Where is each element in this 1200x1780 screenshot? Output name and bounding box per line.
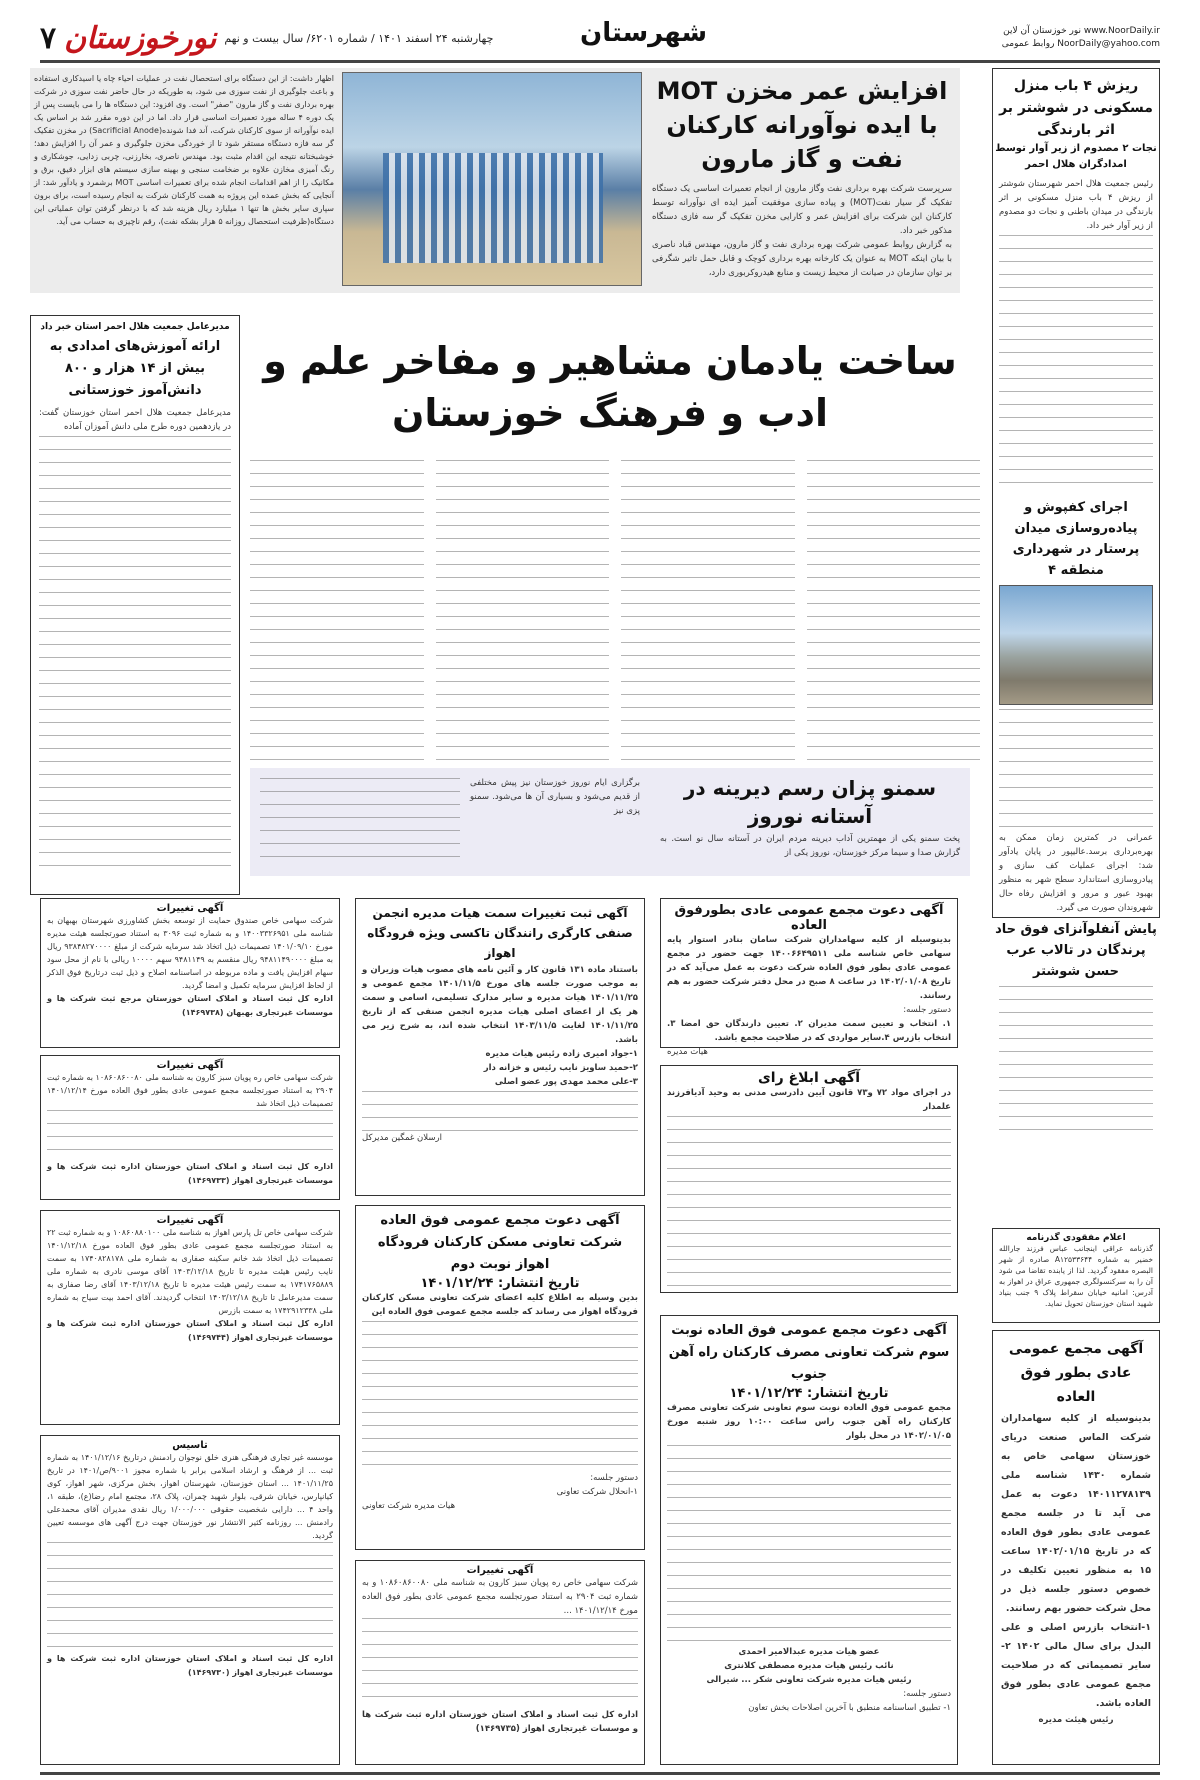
red-crescent-text-lines — [39, 436, 231, 876]
ad-verdict — [660, 1065, 958, 1293]
shushtar-body: رئیس جمعیت هلال احمر شهرستان شوشتر از ریزش ۴ باب منزل مسکونی بر اثر بارندگی در میدان باطنی و نجات دو مصدوم از زیر آوار خبر داد. — [999, 179, 1153, 231]
ad-rail-text-lines — [667, 1445, 951, 1645]
ad-change-4-signature: اداره کل ثبت اسناد و املاک استان خوزستان اداره ثبت شرکت ها و موسسات غیرتجاری اهواز (۱۴۶۹۷۳۵) — [362, 1710, 638, 1734]
ad-change-2-signature: اداره کل ثبت اسناد و املاک استان خوزستان اداره ثبت شرکت ها و موسسات غیرتجاری اهواز (۱۴۶۹۷۳۳) — [47, 1162, 333, 1185]
ad-taxi-member-1: ۱-جواد امیری زاده رئیس هیات مدیره — [485, 1049, 638, 1059]
ad-founding-signature: اداره کل ثبت اسناد و املاک استان خوزستان اداره ثبت شرکت ها و موسسات غیرتجاری اهواز (۱۴۶۹۷۳۰) — [47, 1654, 333, 1677]
newspaper-logo: نورخوزستان — [64, 20, 217, 56]
ad-change-4-body: شرکت سهامی خاص ره پویان سبز کارون به شناسه ملی ۱۰۸۶۰۸۶۰۰۸۰ و به شماره ثبت ۲۹۰۴ به استناد صورتجلسه مجمع عمومی عادی بطور فوق العاده مورخ ۱۴۰۱/۱۲/۱۴ ... — [362, 1578, 638, 1616]
ad-rail-agenda-label: دستور جلسه: — [903, 1689, 951, 1699]
right-column-box — [992, 68, 1160, 979]
masthead-brand — [40, 21, 493, 56]
ad-founding-text-lines — [47, 1542, 333, 1652]
ad-housing-title: آگهی دعوت مجمع عمومی فوق العاده شرکت تعاونی مسکن کارکنان فرودگاه اهواز نوبت دوم — [377, 1213, 623, 1272]
ad-founding-body: موسسه غیر تجاری فرهنگی هنری خلق نوجوان رادمنش درتاریخ ۱۴۰۱/۱۲/۱۶ به شماره ثبت ... از فرهنگ و ارشاد اسلامی برابر با شماره مجوز ۹۰۰۱/ص/۱۴۰۱ در تاریخ ۱۴۰۱/۱۱/۲۵ ... استان خوزستان، شهرستان اهواز، بخش مرکزی، شهر اهواز، کوی کیانپارس، خیابان شرقی، بلوار شهید چمران، پلاک ۲۸، مجتمع امام رضا(ع)، طبقه ۱، واحد ۴ ... دارایی شخصیت حقوقی ۱/۰۰۰/۰۰۰ ریال نقدی مدیران آقای محمدعلی رادمنش ... روزنامه کثیر الانتشار نور خوزستان جهت درج آگهی های موسسه تعیین گردید. — [47, 1453, 334, 1540]
ad-housing — [355, 1205, 645, 1550]
masthead — [40, 18, 1160, 58]
ad-bandar — [660, 898, 958, 1057]
ad-taxi-title: آگهی ثبت تغییرات سمت هیات مدیره انجمن صنفی کارگری رانندگان تاکسی ویژه فرودگاه اهواز — [367, 906, 633, 960]
ad-change-2-body: شرکت سهامی خاص ره پویان سبز کارون به شناسه ملی ۱۰۸۶۰۸۶۰۰۸۰ به شماره ثبت ۲۹۰۴ به استناد صورتجلسه مجمع عمومی عادی بطور فوق العاده مورخ ۱۴۰۱/۱۲/۱۴ تصمیمات ذیل اتخاذ شد — [47, 1073, 333, 1108]
paving-headline: اجرای کفپوش و پیاده‌روسازی میدان پرستار در شهرداری منطقه ۴ — [1012, 500, 1140, 578]
red-crescent-body: مدیرعامل جمعیت هلال احمر استان خوزستان گفت: در یازدهمین دوره طرح ملی دانش آموزان آماده — [39, 408, 231, 432]
red-crescent-kicker: مدیرعامل جمعیت هلال احمر استان خبر داد — [40, 322, 230, 332]
ad-taxi-signature: ارسلان غمگین مدیرکل — [362, 1133, 442, 1143]
equipment-shape — [383, 153, 603, 263]
ad-housing-text-lines — [362, 1321, 638, 1471]
red-crescent-box — [30, 315, 240, 895]
ad-change-4-text-lines — [362, 1618, 638, 1708]
ad-taxi — [355, 898, 645, 1196]
issue-date: چهارشنبه ۲۴ اسفند ۱۴۰۱ / شماره ۶۲۰۱/ سال بیست و نهم — [224, 31, 494, 45]
shushtar-subtitle: نجات ۲ مصدوم از زیر آوار توسط امدادگران هلال احمر — [995, 143, 1157, 170]
ad-rail-title: آگهی دعوت مجمع عمومی فوق العاده نوبت سوم شرکت تعاونی مصرف کارکنان راه آهن جنوب — [668, 1323, 950, 1382]
ad-taxi-member-3: ۳-علی محمد مهدی پور عضو اصلی — [494, 1077, 638, 1087]
ad-change-3-title: آگهی تغییرات — [156, 1215, 224, 1226]
mot-body: به گزارش روابط عمومی شرکت بهره برداری نفت و گاز مارون، مهندس قباد ناصری با بیان اینکه MOT به عنوان یک کارخانه بهره برداری کوچک و قابل حمل تاثیر شگرفی بر توان سازمان در صیانت از محیط زیست و منابع هیدروکربوری دارد، — [652, 240, 953, 278]
paving-photo — [999, 585, 1153, 705]
memorial-col-2 — [621, 460, 795, 760]
ad-taxi-body: باستناد ماده ۱۳۱ قانون کار و آئین نامه های مصوب هیات وزیران و به موجب صورت جلسه های مورخ ۱۴۰۱/۱۱/۵ مجمع عمومی و ۱۴۰۱/۱۱/۲۵ هیات مدیره و سایر مدارک تسلیمی، اسامی و سمت هر یک از اعضای اصلی هیات مدیره انجمن صنفی که از تاریخ ۱۴۰۱/۱۱/۲۵ لغایت ۱۴۰۳/۱۱/۵ انتخاب شده اند، به شرح زیر می باشد. — [362, 965, 638, 1045]
contact-info — [1002, 25, 1160, 51]
ad-rail-body: مجمع عمومی فوق العاده نوبت سوم تعاونی شرکت تعاونی مصرف کارکنان راه آهن جنوب راس ساعت ۱۰:۰۰ روز شنبه مورخ ۱۴۰۲/۰۱/۰۵ در محل بلوار — [667, 1403, 952, 1441]
ad-almas-agenda: ۱-انتخاب بازرس اصلی و علی البدل برای سال مالی ۱۴۰۲ ۲-سایر تصمیماتی که در صلاحیت مجمع عمومی عادی بطور فوق العاده باشد. — [1001, 1622, 1151, 1709]
email-line: روابط عمومی NoorDaily@yahoo.com — [1001, 39, 1160, 49]
ad-change-3-signature: اداره کل ثبت اسناد و املاک استان خوزستان اداره ثبت شرکت ها و موسسات غیرتجاری اهواز (۱۴۶۹۷۴۴) — [47, 1319, 333, 1342]
ad-lost-title: اعلام مفقودی گذرنامه — [1026, 1233, 1126, 1243]
ad-bandar-agenda-label: دستور جلسه: — [903, 1005, 951, 1015]
memorial-col-3 — [436, 460, 610, 760]
ad-bandar-title: آگهی دعوت مجمع عمومی عادی بطورفوق العاده — [674, 903, 944, 933]
ad-lost-passport — [992, 1228, 1160, 1323]
mot-article — [30, 68, 960, 293]
ad-almas-signature: رئیس هیئت مدیره — [1038, 1715, 1114, 1725]
paving-text-lines — [999, 709, 1153, 829]
ad-housing-date: تاریخ انتشار: ۱۴۰۱/۱۲/۲۴ — [420, 1276, 580, 1291]
memorial-body — [250, 460, 980, 760]
footer-rule — [40, 1772, 1160, 1775]
red-crescent-headline: ارائه آموزش‌های امدادی به بیش از ۱۴ هزار و ۸۰۰ دانش‌آموز خوزستانی — [49, 339, 221, 398]
ad-change-1 — [40, 898, 340, 1048]
samanu-text-lines — [260, 778, 460, 858]
ad-bandar-body: بدینوسیله از کلیه سهامداران شرکت سامان بنادر استوار پایه سهامی خاص شناسه ملی ۱۴۰۰۶۶۴۹۵۱۱ جهت حضور در مجمع عمومی عادی بطور فوق العاده شرکت دعوت به عمل می‌آید که در تاریخ ۱۴۰۲/۰۱/۰۸ در ساعت ۸ صبح در محل دفتر شرکت حضور به هم رسانند. — [667, 935, 951, 1001]
ad-change-3 — [40, 1210, 340, 1425]
ad-almas-title: آگهی مجمع عمومی عادی بطور فوق العاده — [1008, 1341, 1144, 1405]
ad-housing-agenda-label: دستور جلسه: — [590, 1473, 638, 1483]
masthead-rule — [40, 60, 1160, 63]
memorial-col-1 — [807, 460, 981, 760]
section-title: شهرستان — [580, 18, 708, 48]
ad-rail-signature-3: رئیس هیات مدیره شرکت تعاونی شکر ... شیرالی — [706, 1675, 912, 1685]
ad-change-1-title: آگهی تغییرات — [156, 903, 224, 914]
ad-housing-agenda: ۱-انحلال شرکت تعاونی — [556, 1487, 638, 1497]
ad-bandar-signature: هیات مدیره — [667, 1047, 708, 1057]
ad-rail-date: تاریخ انتشار: ۱۴۰۱/۱۲/۲۴ — [729, 1386, 889, 1401]
influenza-text-lines — [999, 986, 1153, 1136]
website-line: نور خوزستان آن لاین www.NoorDaily.ir — [1003, 26, 1160, 36]
shushtar-headline: ریزش ۴ باب منزل مسکونی در شوشتر بر اثر بارندگی — [999, 78, 1153, 138]
memorial-col-4 — [250, 460, 424, 760]
samanu-headline: سمنو پزان رسم دیرینه در آستانه نوروز — [683, 776, 937, 828]
ad-rail-agenda: ۱- تطبیق اساسنامه منطبق با آخرین اصلاحات بخش تعاون — [748, 1703, 951, 1713]
ad-founding-title: تاسیس — [172, 1440, 208, 1451]
mot-lead: سرپرست شرکت بهره برداری نفت وگاز مارون از انجام تعمیرات اساسی یک دستگاه تفکیک گر سیار نفت(MOT) و پیاده سازی موفقیت آمیز ایده ای نوآورانه توسط کارکنان این شرکت برای افزایش عمر و کارایی مخزن تفکیک گر سه فازی دستگاه مذکور خبر داد. — [652, 184, 952, 236]
influenza-headline: پایش آنفلوآنزای فوق حاد پرندگان در تالاب عرب حسن شوشتر — [995, 922, 1157, 979]
samanu-side: برگزاری ایام نوروز خوزستان نیز پیش مختلفی از قدیم می‌شود و بسیاری آن ها می‌شود. سمنو پزی نیز — [470, 778, 640, 816]
ad-change-1-body: شرکت سهامی خاص صندوق حمایت از توسعه بخش کشاورزی شهرستان بهبهان به شناسه ملی ۱۴۰۰۳۳۲۶۹۵۱ و به شماره ثبت ۳۰۹۶ به استناد صورتجلسه هیئت مدیره مورخ ۱۴۰۱/۰۹/۱۰ تصمیمات ذیل اتخاذ شد سرمایه شرکت از مبلغ ۹۳۸۴۸۲۷۰۰۰۰ ریال به مبلغ ۹۴۸۱۱۴۹۰۰۰۰ ریال منقسم به ۹۴۸۱۱۴۹ سهم ۱۰۰۰۰ ریالی با نام از محل سود سهام افزایش یافت و ماده مربوطه در اساسنامه اصلاح و ذیل ثبت درتاریخ فوق الذکر از لحاظ افزایش سرمایه تکمیل و امضا گردید. — [47, 916, 333, 990]
mot-continued: اظهار داشت: از این دستگاه برای استحصال نفت در عملیات احیاء چاه یا اسیدکاری استفاده و باعث جلوگیری از نفت سوزی می شود، به طوریکه در حال حاضر نفت سوزی در شرکت بهره برداری نفت و گاز مارون "صفر" است. وی افزود: این دستگاه ها را می بایست پس از یک دوره ۴ ساله مورد تعمیرات اساسی قرار داد. اما در این دوره مقرر شد بر اساس یک ایده نوآورانه از سوی کارکنان شرکت، آند فدا شونده(Sacrificial Anode) در مخزن تفکیک گر سه فازه دستگاه مستقر شود تا از خوردگی مخزن جلوگیری و عمر آن را افزایش دهد؛ خوشبختانه نتیجه این اقدام مثبت بود. مهندس ناصری، بخارزنی، چربی زدایی، جوشکاری و رنگ آمیزی مخازن علاوه بر ضخامت سنجی و بهینه سازی سیستم های ابزار دقیق، برق و مکانیک را از اهم اقدامات انجام شده برای تعمیرات اساسی MOT برشمرد و یادآور شد: از آنجایی که بخش عمده این پروژه به همت کارکنان شرکت به انجام رسیده است، برای برون سپاری سایر بخش ها تنها ۱ میلیارد ریال هزینه شد که با درنظر گرفتن توان عملیاتی این دستگاه(ظرفیت استحصال روزانه ۵ هزار بشکه نفت)، رقم ناچیزی به حساب می آید. — [34, 74, 335, 226]
samanu-article — [250, 768, 970, 876]
ad-change-2-title: آگهی تغییرات — [156, 1060, 224, 1071]
ad-rail-signature-1: عضو هیات مدیره عبدالامیر احمدی — [738, 1647, 880, 1657]
ad-housing-signature: هیات مدیره شرکت تعاونی — [362, 1501, 456, 1511]
mot-headline: افزایش عمر مخزن MOT با ایده نوآورانه کارکنان نفت و گاز مارون — [656, 77, 948, 173]
ad-taxi-member-2: ۲-حمید ساویز نایب رئیس و خزانه دار — [483, 1063, 638, 1073]
ad-almas-body: بدینوسیله از کلیه سهامداران شرکت الماس صنعت دریای خوزستان سهامی خاص به شماره ۱۴۳۰ شناسه ملی ۱۴۰۱۱۲۷۸۱۳۹ دعوت به عمل می آید تا در جلسه مجمع عمومی عادی بطور فوق العاده که در تاریخ ۱۴۰۲/۰۱/۱۵ ساعت ۱۵ به منظور تعیین تکلیف در خصوص دستور جلسه ذیل در محل شرکت حضور بهم رسانند. — [1001, 1413, 1152, 1614]
ad-bandar-agenda: ۱. انتخاب و تعیین سمت مدیران ۲. تعیین دارندگان حق امضا ۳. انتخاب بازرس ۴.سایر مواردی که در صلاحیت مجمع باشد. — [667, 1019, 952, 1043]
paving-body-end: عمرانی در کمترین زمان ممکن به بهره‌برداری برسد.عالیپور در پایان یادآور شد: اجرای عملیات کف سازی و پیادروسازی استاندارد سطح شهر به منظور بهبود عبور و مرور و افزایش رفاه حال شهروندان صورت می گیرد. — [999, 833, 1153, 913]
ad-change-4 — [355, 1560, 645, 1765]
shushtar-text-lines — [999, 235, 1153, 495]
samanu-body: پخت سمنو یکی از مهمترین آداب دیرینه مردم ایران در آستانه سال نو است. به گزارش صدا و سیما مرکز خوزستان، نوروز یکی از — [660, 834, 960, 858]
ad-housing-body: بدین وسیله به اطلاع کلیه اعضای شرکت تعاونی مسکن کارکنان فرودگاه اهواز می رساند که جلسه مجمع عمومی فوق العاده این — [362, 1293, 638, 1317]
ad-taxi-text-lines — [362, 1091, 638, 1131]
ad-founding — [40, 1435, 340, 1765]
ad-almas — [992, 1330, 1160, 1765]
ad-verdict-text-lines — [667, 1116, 951, 1291]
ad-lost-body: گذرنامه عراقی اینجانب عباس فرزند جارالله خضیر به شماره A۱۲۵۳۳۶۴۴ صادره از شهر البصره مفقود گردید. لذا از یابنده تقاضا می شود آن را به سرکنسولگری جمهوری عراق در اهواز به آدرس: امانیه خیابان سقراط پلاک ۹ جنب بنیاد شهید استان خوزستان تحویل نماید. — [999, 1244, 1153, 1308]
ad-rail-signature-2: نائب رئیس هیات مدیره مصطفی کلانتری — [724, 1661, 894, 1671]
ad-change-2 — [40, 1055, 340, 1200]
ad-change-3-body: شرکت سهامی خاص تل پارس اهواز به شناسه ملی ۱۰۸۶۰۸۸۰۱۰۰ و به شماره ثبت ۲۲ به استناد صورتجلسه مجمع عمومی عادی بطور فوق العاده مورخ ۱۴۰۱/۱۲/۱۸ تصمیمات ذیل اتخاذ شد خانم سکینه صفاری به شماره ملی ۱۷۴۰۸۲۸۱۷۸ به سمت نایب رئیس هیئت مدیره تا تاریخ ۱۴۰۳/۱۲/۱۸ آقای موسی نادری به شماره ملی ۱۷۴۱۷۶۵۸۸۹ به سمت رئیس هیئت مدیره تا تاریخ ۱۴۰۳/۱۲/۱۸ آقای رضا صفاری به سمت مدیرعامل تا تاریخ ۱۴۰۳/۱۲/۱۸ انتخاب گردیدند. آقای احمد بیت سیاح به شماره ملی ۱۷۴۲۹۱۲۳۳۸ به سمت بازرس — [47, 1228, 334, 1315]
ad-change-4-title: آگهی تغییرات — [466, 1565, 534, 1576]
ad-rail — [660, 1315, 958, 1765]
page-number: ۷ — [40, 20, 57, 56]
ad-verdict-title: آگهی ابلاغ رای — [757, 1070, 861, 1086]
mot-photo — [342, 72, 642, 286]
ad-verdict-body: در اجرای مواد ۷۲ و۷۳ قانون آیین دادرسی مدنی به وحید آدیافرزند علمدار — [667, 1088, 951, 1112]
memorial-headline: ساخت یادمان مشاهیر و مفاخر علم و ادب و فرهنگ خوزستان — [263, 339, 957, 435]
ad-change-2-text-lines — [47, 1110, 333, 1160]
ad-change-1-signature: اداره کل ثبت اسناد و املاک استان خوزستان مرجع ثبت شرکت ها و موسسات غیرتجاری بهبهان (۱۴۶۹۷۳۸) — [47, 994, 333, 1017]
